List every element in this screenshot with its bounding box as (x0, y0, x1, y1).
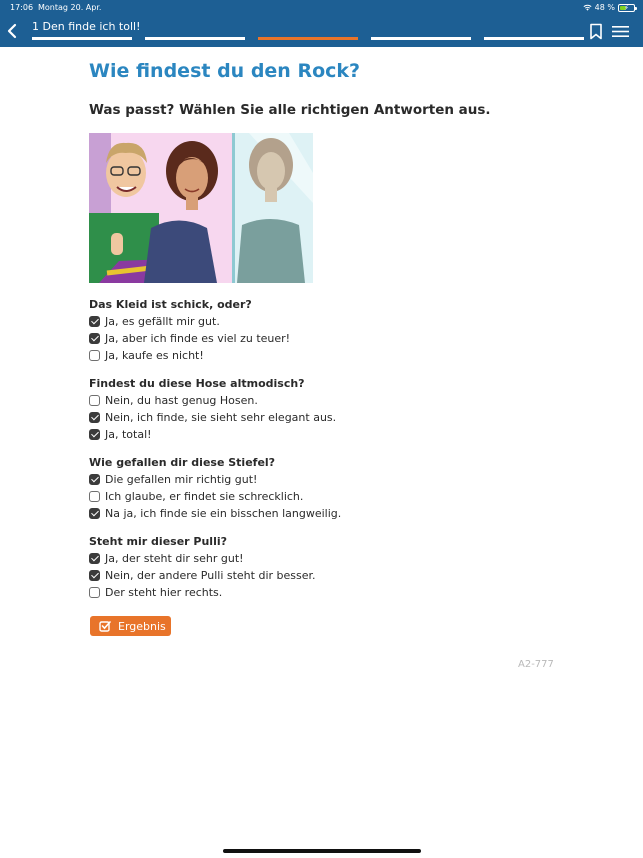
question-block (89, 376, 569, 443)
status-right (583, 3, 635, 12)
answer-option[interactable] (89, 330, 569, 347)
result-button-label: Ergebnis (118, 619, 166, 633)
checkbox-check-icon (99, 620, 111, 632)
status-date: Montag 20. Apr. (38, 3, 102, 12)
question-block (89, 534, 569, 601)
question-text: Findest du diese Hose altmodisch? (89, 377, 305, 390)
answer-text: Ich glaube, er findet sie schrecklich. (105, 490, 304, 503)
answer-text: Ja, es gefällt mir gut. (105, 315, 220, 328)
status-time: 17:06 (10, 3, 34, 12)
question-text: Das Kleid ist schick, oder? (89, 298, 252, 311)
checkbox-checked[interactable] (89, 474, 100, 485)
answer-text: Ja, der steht dir sehr gut! (105, 552, 244, 565)
checkbox-checked[interactable] (89, 570, 100, 581)
question-list (89, 297, 569, 613)
checkbox-checked[interactable] (89, 429, 100, 440)
checkbox-unchecked[interactable] (89, 350, 100, 361)
answer-option[interactable] (89, 584, 569, 601)
question-text: Steht mir dieser Pulli? (89, 535, 227, 548)
exercise-content (89, 60, 569, 599)
question-text: Wie gefallen dir diese Stiefel? (89, 456, 276, 469)
answer-text: Nein, du hast genug Hosen. (105, 394, 258, 407)
answer-option[interactable] (89, 471, 569, 488)
checkbox-unchecked[interactable] (89, 491, 100, 502)
question-block (89, 455, 569, 522)
lesson-progress (32, 37, 584, 40)
battery-percent: 48 % (594, 3, 615, 12)
answer-text: Ja, total! (105, 428, 152, 441)
menu-icon[interactable] (612, 25, 629, 38)
lesson-title: 1 Den finde ich toll! (32, 20, 141, 33)
answer-text: Ja, kaufe es nicht! (105, 349, 204, 362)
question-block (89, 297, 569, 364)
answer-option[interactable] (89, 488, 569, 505)
answer-text: Der steht hier rechts. (105, 586, 223, 599)
answer-option[interactable] (89, 505, 569, 522)
answer-text: Na ja, ich finde sie ein bisschen langweilig. (105, 507, 342, 520)
home-indicator[interactable] (223, 849, 421, 853)
wifi-icon (583, 4, 592, 11)
battery-icon: ⚡ (618, 4, 635, 12)
answer-option[interactable] (89, 409, 569, 426)
answer-text: Nein, der andere Pulli steht dir besser. (105, 569, 316, 582)
answer-option[interactable] (89, 550, 569, 567)
status-bar (0, 0, 643, 16)
answer-text: Die gefallen mir richtig gut! (105, 473, 258, 486)
answer-text: Nein, ich finde, sie sieht sehr elegant aus. (105, 411, 337, 424)
answer-text: Ja, aber ich finde es viel zu teuer! (105, 332, 291, 345)
progress-segment (258, 37, 358, 40)
progress-segment (484, 37, 584, 40)
checkbox-checked[interactable] (89, 333, 100, 344)
exercise-title: Wie findest du den Rock? (89, 60, 361, 82)
result-button[interactable] (90, 616, 171, 636)
exercise-code: A2-777 (518, 659, 554, 670)
checkbox-checked[interactable] (89, 412, 100, 423)
progress-segment (371, 37, 471, 40)
top-bar (0, 0, 643, 47)
answer-option[interactable] (89, 426, 569, 443)
answer-option[interactable] (89, 567, 569, 584)
checkbox-unchecked[interactable] (89, 587, 100, 598)
nav-bar (0, 16, 643, 47)
answer-option[interactable] (89, 347, 569, 364)
illustration-image (89, 133, 313, 283)
exercise-instruction: Was passt? Wählen Sie alle richtigen Antworten aus. (89, 102, 491, 118)
progress-segment (145, 37, 245, 40)
answer-option[interactable] (89, 392, 569, 409)
bookmark-icon[interactable] (589, 23, 603, 40)
checkbox-unchecked[interactable] (89, 395, 100, 406)
chevron-left-icon[interactable] (5, 22, 21, 40)
checkbox-checked[interactable] (89, 553, 100, 564)
progress-segment (32, 37, 132, 40)
checkbox-checked[interactable] (89, 508, 100, 519)
checkbox-checked[interactable] (89, 316, 100, 327)
answer-option[interactable] (89, 313, 569, 330)
